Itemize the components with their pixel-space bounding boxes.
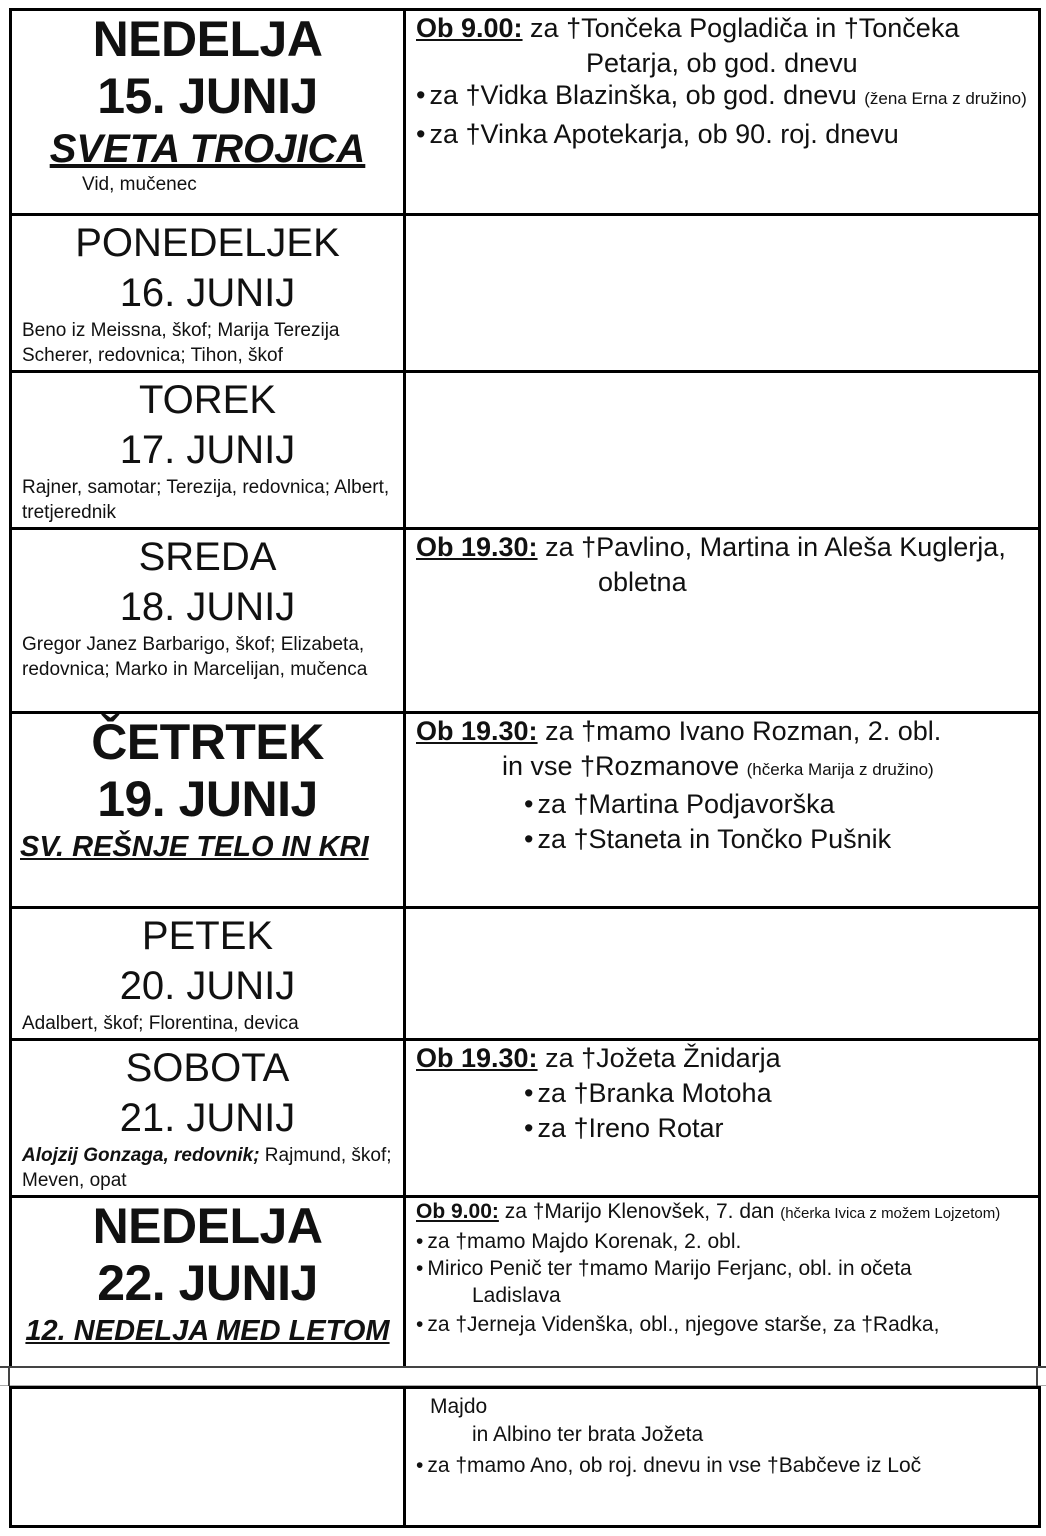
- day-row-wednesday: [12, 527, 1038, 711]
- day-name: PETEK: [141, 914, 274, 958]
- day-name: TOREK: [138, 378, 277, 422]
- day-cell: [12, 530, 403, 711]
- mass-cell: [406, 1041, 1038, 1195]
- day-name: SREDA: [138, 535, 277, 579]
- mass-line: [416, 749, 1028, 787]
- day-row-saturday: [12, 1038, 1038, 1195]
- mass-time: Ob 19.30:: [416, 532, 538, 562]
- saints: Vid, mučenec: [82, 174, 197, 195]
- day-name: PONEDELJEK: [75, 221, 340, 265]
- mass-intent: za †Tončeka Pogladiča in †Tončeka: [522, 13, 960, 43]
- day-cell: [12, 11, 403, 213]
- mass-intent: in vse †Rozmanove: [502, 751, 747, 781]
- day-row-sunday-15: [12, 11, 1038, 213]
- day-date: 17. JUNIJ: [119, 428, 296, 472]
- mass-intent: za †Marijo Klenovšek, 7. dan: [498, 1200, 781, 1223]
- day-date: 19. JUNIJ: [97, 771, 318, 827]
- saint-highlight: Alojzij Gonzaga, redovnik;: [22, 1145, 260, 1166]
- mass-line: • za †mamo Ano, ob roj. dnevu in vse †Babčeve iz Loč: [416, 1449, 1028, 1483]
- mass-time: Ob 9.00:: [416, 1200, 499, 1223]
- day-cell: [12, 909, 403, 1038]
- mass-time: Ob 19.30:: [416, 716, 538, 746]
- day-date: 22. JUNIJ: [97, 1255, 318, 1311]
- schedule-table: [9, 8, 1041, 1368]
- mass-line: [416, 11, 1028, 46]
- mass-line: [416, 714, 1028, 749]
- day-cell: [12, 216, 403, 370]
- saints: Gregor Janez Barbarigo, škof; Elizabeta, redovnica; Marko in Marcelijan, mučenca: [22, 634, 368, 680]
- mass-time: Ob 19.30:: [416, 1043, 538, 1073]
- day-name: ČETRTEK: [91, 714, 324, 770]
- page-break: [0, 1366, 1046, 1386]
- day-date: 18. JUNIJ: [119, 585, 296, 629]
- day-row-friday: [12, 906, 1038, 1038]
- mass-cell: [406, 530, 1038, 711]
- mass-line: • Mirico Penič ter †mamo Marijo Ferjanc, obl. in očeta: [416, 1255, 1028, 1282]
- day-row-tuesday: [12, 370, 1038, 527]
- saints: Beno iz Meissna, škof; Marija Terezija Scherer, redovnica; Tihon, škof: [22, 320, 340, 366]
- day-date: 20. JUNIJ: [119, 964, 296, 1008]
- day-name: NEDELJA: [92, 1198, 323, 1254]
- mass-intent: za †Jožeta Žnidarja: [537, 1043, 781, 1073]
- saints-rest: Rajmund, škof; Meven, opat: [22, 1145, 392, 1191]
- mass-intent: za †Pavlino, Martina in Aleša Kuglerja,: [537, 532, 1006, 562]
- mass-intent: za †Vidka Blazinška, ob god. dnevu: [429, 80, 865, 110]
- mass-line: [416, 530, 1028, 565]
- feast-name: SVETA TROJICA: [49, 127, 366, 171]
- mass-time: Ob 9.00:: [416, 13, 523, 43]
- mass-cell: [406, 11, 1038, 213]
- day-cell: [12, 373, 403, 527]
- feast-name: 12. NEDELJA MED LETOM: [25, 1315, 390, 1347]
- day-date: 16. JUNIJ: [119, 271, 296, 315]
- mass-line: Petarja, ob god. dnevu: [586, 48, 858, 78]
- mass-cell: [406, 1198, 1038, 1371]
- mass-line: Ladislava: [472, 1284, 561, 1307]
- day-row-monday: [12, 213, 1038, 370]
- saints: Adalbert, škof; Florentina, devica: [22, 1013, 299, 1034]
- saints: [12, 1143, 403, 1193]
- day-name: SOBOTA: [125, 1046, 290, 1090]
- mass-note: (žena Erna z družino): [864, 89, 1027, 108]
- mass-line: • za †Jerneja Videnška, obl., njegove starše, za †Radka,: [416, 1311, 1028, 1338]
- mass-line: • za †Branka Motoha: [416, 1076, 1028, 1111]
- saints: Rajner, samotar; Terezija, redovnica; Albert, tretjerednik: [22, 477, 390, 523]
- mass-cell: [406, 714, 1038, 906]
- mass-line: Majdo: [430, 1395, 488, 1418]
- mass-cell: [406, 1389, 1038, 1525]
- mass-line: [416, 1041, 1028, 1076]
- mass-line: [416, 81, 1028, 113]
- mass-line: [416, 1200, 1028, 1225]
- day-row-thursday: [12, 711, 1038, 906]
- mass-intent: za †mamo Ivano Rozman, 2. obl.: [537, 716, 942, 746]
- mass-line: in Albino ter brata Jožeta: [472, 1423, 704, 1446]
- day-row-sunday-22: [12, 1195, 1038, 1371]
- day-cell: [12, 714, 403, 906]
- mass-line: • za †Martina Podjavorška: [416, 787, 1028, 822]
- mass-line: • za †Ireno Rotar: [416, 1111, 1028, 1146]
- mass-note: (hčerka Ivica z možem Lojzetom): [780, 1205, 1001, 1222]
- feast-name: SV. REŠNJE TELO IN KRI: [20, 831, 369, 863]
- continuation-table: [9, 1386, 1041, 1528]
- day-name: NEDELJA: [92, 11, 323, 67]
- mass-line: obletna: [598, 567, 687, 597]
- mass-line: • za †Vinka Apotekarja, ob 90. roj. dnevu: [416, 117, 1028, 152]
- day-cell: [12, 1198, 403, 1371]
- day-cell: [12, 1041, 403, 1195]
- mass-note: (hčerka Marija z družino): [746, 760, 934, 779]
- day-date: 15. JUNIJ: [97, 68, 318, 124]
- mass-line: • za †mamo Majdo Korenak, 2. obl.: [416, 1228, 1028, 1255]
- day-date: 21. JUNIJ: [119, 1096, 296, 1140]
- mass-line: • za †Staneta in Tončko Pušnik: [416, 822, 1028, 857]
